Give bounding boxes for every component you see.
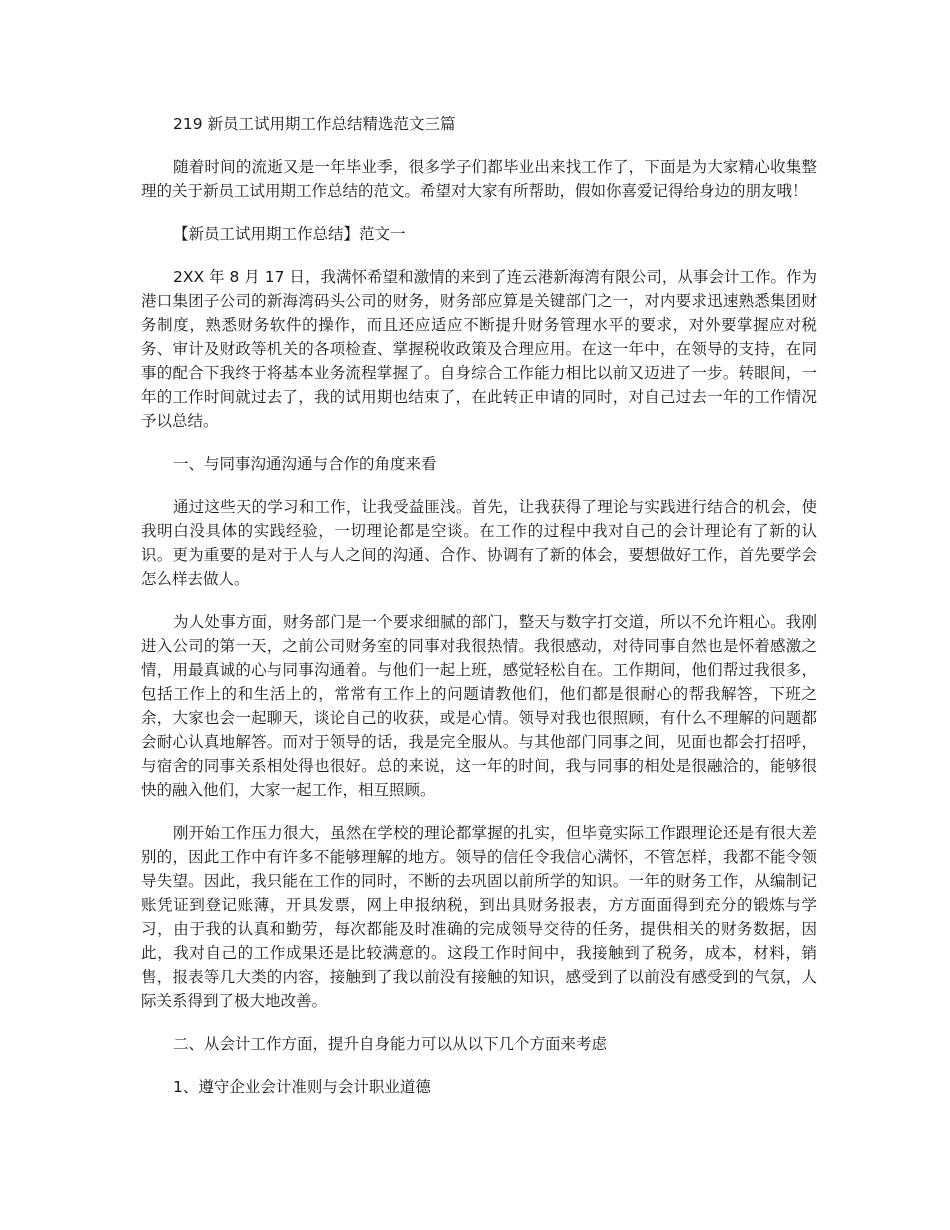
section-heading-2: 二、从会计工作方面，提升自身能力可以从以下几个方面来考虑 <box>173 1035 608 1053</box>
intro-paragraph: 随着时间的流逝又是一年毕业季，很多学子们都毕业出来找工作了，下面是为大家精心收集整理的关于新员工试用期工作总结的范文。希望对大家有所帮助，假如你喜爱记得给身边的朋友哦！ <box>141 158 817 200</box>
section-title: 【新员工试用期工作总结】范文一 <box>173 225 406 243</box>
document-title: 219 新员工试用期工作总结精选范文三篇 <box>173 115 456 133</box>
body-paragraph-4: 刚开始工作压力很大，虽然在学校的理论都掌握的扎实，但毕竟实际工作跟理论还是有很大差别的，因此工作中有许多不能够理解的地方。领导的信任令我信心满怀，不管怎样，我都不能令领导失望。因此，我只能在工作的同时，不断的去巩固以前所学的知识。一年的财务工作，从编制记账凭证到登记账薄，开具发票，网上申报纳税，到出具财务报表，方方面面得到充分的锻炼与学习，由于我的认真和勤劳，每次都能及时准确的完成领导交待的任务，提供相关的财务数据，因此，我对自己的工作成果还是比较满意的。这段工作时间中，我接触到了税务，成本，材料，销售，报表等几大类的内容，接触到了我以前没有接触的知识，感受到了以前没有感受到的气氛，人际关系得到了极大地改善。 <box>141 824 817 1010</box>
body-paragraph-2: 通过这些天的学习和工作，让我受益匪浅。首先，让我获得了理论与实践进行结合的机会，使我明白没具体的实践经验，一切理论都是空谈。在工作的过程中我对自己的会计理论有了新的认识。更为重要的是对于人与人之间的沟通、合作、协调有了新的体会，要想做好工作，首先要学会怎么样去做人。 <box>141 498 817 588</box>
document-page <box>141 112 817 1118</box>
section-heading-1: 一、与同事沟通沟通与合作的角度来看 <box>173 455 437 473</box>
body-paragraph-1: 2XX 年 8 月 17 日，我满怀希望和激情的来到了连云港新海湾有限公司，从事会计工作。作为港口集团子公司的新海湾码头公司的财务，财务部应算是关键部门之一，对内要求迅速熟悉集团财务制度，熟悉财务软件的操作，而且还应适应不断提升财务管理水平的要求，对外要掌握应对税务、审计及财政等机关的各项检查、掌握税收政策及合理应用。在这一年中，在领导的支持，在同事的配合下我终于将基本业务流程掌握了。自身综合工作能力相比以前又迈进了一步。转眼间，一年的工作时间就过去了，我的试用期也结束了，在此转正申请的同时，对自己过去一年的工作情况予以总结。 <box>141 268 817 430</box>
body-paragraph-3: 为人处事方面，财务部门是一个要求细腻的部门，整天与数字打交道，所以不允许粗心。我刚进入公司的第一天，之前公司财务室的同事对我很热情。我很感动，对待同事自然也是怀着感激之情，用最真诚的心与同事沟通着。与他们一起上班，感觉轻松自在。工作期间，他们帮过我很多，包括工作上的和生活上的，常常有工作上的问题请教他们，他们都是很耐心的帮我解答，下班之余，大家也会一起聊天，谈论自己的收获，或是心情。领导对我也很照顾，有什么不理解的问题都会耐心认真地解答。而对于领导的话，我是完全服从。与其他部门同事之间，见面也都会打招呼，与宿舍的同事关系相处得也很好。总的来说，这一年的时间，我与同事的相处是很融洽的，能够很快的融入他们，大家一起工作，相互照顾。 <box>141 613 817 799</box>
subsection-heading-1: 1、遵守企业会计准则与会计职业道德 <box>173 1078 431 1096</box>
